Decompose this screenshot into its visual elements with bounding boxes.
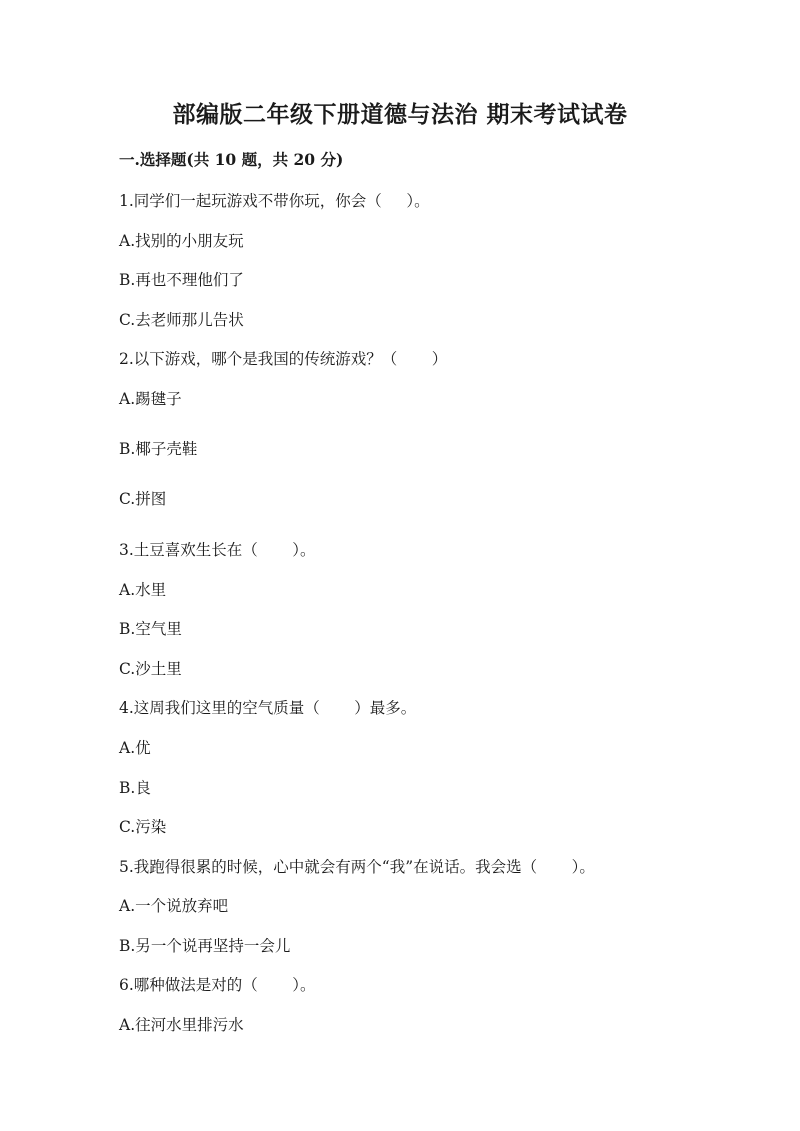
question-5-option-b: B.另一个说再坚持一会儿	[119, 937, 291, 955]
question-4-option-c: C.污染	[119, 818, 167, 836]
question-6: 6.哪种做法是对的（ ）。	[119, 976, 316, 994]
page-title: 部编版二年级下册道德与法治 期末考试试卷	[172, 101, 628, 128]
question-1-option-a: A.找别的小朋友玩	[119, 232, 244, 250]
question-1-option-c: C.去老师那儿告状	[119, 311, 244, 329]
question-3: 3.土豆喜欢生长在（ ）。	[119, 541, 316, 559]
section-heading: 一.选择题(共 10 题，共 20 分)	[119, 150, 344, 169]
question-3-option-a: A.水里	[119, 581, 167, 599]
question-2-option-a: A.踢毽子	[119, 390, 182, 408]
question-1: 1.同学们一起玩游戏不带你玩，你会（ ）。	[119, 192, 430, 210]
question-4: 4.这周我们这里的空气质量（ ）最多。	[119, 699, 417, 717]
question-2-option-b: B.椰子壳鞋	[119, 440, 198, 458]
question-5-option-a: A.一个说放弃吧	[119, 897, 229, 915]
question-1-option-b: B.再也不理他们了	[119, 271, 244, 289]
question-6-option-a: A.往河水里排污水	[119, 1016, 244, 1034]
question-5: 5.我跑得很累的时候，心中就会有两个“我”在说话。我会选（ ）。	[119, 858, 595, 876]
question-2: 2.以下游戏，哪个是我国的传统游戏？（ ）	[119, 350, 448, 368]
question-4-option-a: A.优	[119, 739, 151, 757]
question-2-option-c: C.拼图	[119, 490, 167, 508]
question-3-option-b: B.空气里	[119, 620, 182, 638]
question-4-option-b: B.良	[119, 779, 151, 797]
question-3-option-c: C.沙土里	[119, 660, 182, 678]
